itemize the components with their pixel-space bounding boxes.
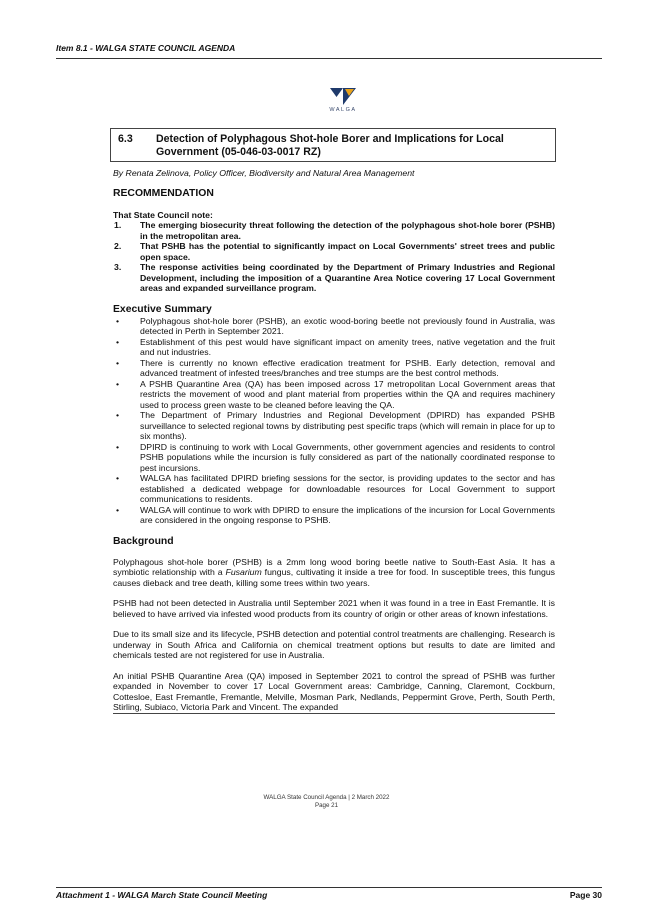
walga-logo-mark xyxy=(330,88,356,106)
agenda-page-footer xyxy=(200,794,453,810)
summary-bullet: • WALGA will continue to work with DPIRD to ensure the implications of the incursion for Local Governments are considered in the ongoing response to PSHB. xyxy=(113,505,555,526)
recommendation-number: 2. xyxy=(114,241,122,251)
summary-bullet: • There is currently no known effective eradication treatment for PSHB. Early detection, removal and advanced treatment of infested trees/branches and tree stumps are the best control methods. xyxy=(113,358,555,379)
document-body xyxy=(113,168,555,714)
recommendation-intro: That State Council note: xyxy=(113,209,213,220)
page-number: Page 30 xyxy=(569,890,602,900)
attachment-label: Attachment 1 - WALGA March State Council Meeting xyxy=(56,890,268,900)
recommendation-item xyxy=(113,220,555,241)
recommendation-text: The response activities being coordinated by the Department of Primary Industries and Regional Development, including the imposition of a Quarantine Area Notice covering 17 Local Government areas and expanded surveillance program. xyxy=(140,262,555,293)
background-paragraph-4: An initial PSHB Quarantine Area (QA) imposed in September 2021 to control the spread of PSHB was further expanded in November to cover 17 Local Government areas: Cambridge, Canning, Claremont, Cockburn, Cottesloe, East Fremantle, Fremantle, Melville, Mosman Park, Nedlands, Peppermint Grove, Perth, South Perth, Stirling, Subiaco, Victoria Park and Vincent. The expanded xyxy=(113,670,555,712)
summary-bullet: • The Department of Primary Industries and Regional Development (DPIRD) has expanded PSHB surveillance to selected regional towns by distributing pest specific traps (which will remain in place for up to six months). xyxy=(113,410,555,442)
document-footer xyxy=(56,887,602,900)
recommendation-item xyxy=(113,241,555,262)
executive-summary-list xyxy=(113,316,555,526)
section-number: 6.3 xyxy=(118,133,133,145)
background-paragraph-3: Due to its small size and its lifecycle, PSHB detection and potential control treatments are challenging. Research is underway in South Africa and California on chemical treatment options but results to date are limited and chemicals tested are not registered for use in Australia. xyxy=(113,629,555,660)
recommendation-number: 1. xyxy=(114,220,122,230)
background-p1-end: fungus, cultivating it inside a tree for food. In susceptible trees, this fungus causes dieback and tree death, killing some trees within two years. xyxy=(113,567,555,588)
walga-logo-text: WALGA xyxy=(329,107,357,113)
agenda-footer-page: Page 21 xyxy=(314,802,339,809)
agenda-item-label: Item 8.1 - WALGA STATE COUNCIL AGENDA xyxy=(56,43,236,53)
walga-logo xyxy=(326,88,360,113)
recommendation-list xyxy=(113,220,555,294)
background-paragraph-1 xyxy=(113,557,555,589)
section-title-box xyxy=(110,128,556,162)
recommendation-number: 3. xyxy=(114,262,122,272)
agenda-header xyxy=(56,38,602,59)
author-byline: By Renata Zelinova, Policy Officer, Biodiversity and Natural Area Management xyxy=(113,168,415,178)
summary-bullet: • A PSHB Quarantine Area (QA) has been imposed across 17 metropolitan Local Government areas that restricts the movement of wood and plant material from properties within the QA and requires machinery used to process green waste to be cleaned before leaving the QA. xyxy=(113,379,555,411)
background-p1-start: Polyphagous shot-hole borer (PSHB) is a 2mm long wood boring beetle native to South-East Asia. It has a symbiotic relationship with a xyxy=(113,556,555,577)
recommendation-text: That PSHB has the potential to significantly impact on Local Governments' street trees and public open space. xyxy=(140,241,555,262)
background-p1-italic: Fusarium xyxy=(225,567,262,577)
summary-bullet: • Polyphagous shot-hole borer (PSHB), an exotic wood-boring beetle not previously found in Australia, was detected in Perth in September 2021. xyxy=(113,316,555,337)
executive-summary-heading: Executive Summary xyxy=(113,303,212,315)
recommendation-item xyxy=(113,262,555,294)
background-heading: Background xyxy=(113,535,174,547)
agenda-footer-title: WALGA State Council Agenda | 2 March 2022 xyxy=(263,794,390,801)
summary-bullet: • Establishment of this pest would have significant impact on amenity trees, native vegetation and the fruit and nut industries. xyxy=(113,337,555,358)
recommendation-heading: RECOMMENDATION xyxy=(113,187,214,199)
recommendation-text: The emerging biosecurity threat following the detection of the polyphagous shot-hole borer (PSHB) in the metropolitan area. xyxy=(140,220,555,241)
section-title: Detection of Polyphagous Shot-hole Borer and Implications for Local Government (05-046-03-0017 RZ) xyxy=(156,133,504,158)
background-paragraph-2: PSHB had not been detected in Australia until September 2021 when it was found in a tree in East Fremantle. It is believed to have arrived via infested wood products from its country of origin or other areas of known infestations. xyxy=(113,598,555,619)
summary-bullet: • DPIRD is continuing to work with Local Governments, other government agencies and residents to control PSHB populations while the incursion is fully considered as part of the nationally coordinated response to pest incursions. xyxy=(113,442,555,474)
summary-bullet: • WALGA has facilitated DPIRD briefing sessions for the sector, is providing updates to the sector and has established a dedicated webpage for downloadable resources for Local Government to support communications to residents. xyxy=(113,473,555,505)
